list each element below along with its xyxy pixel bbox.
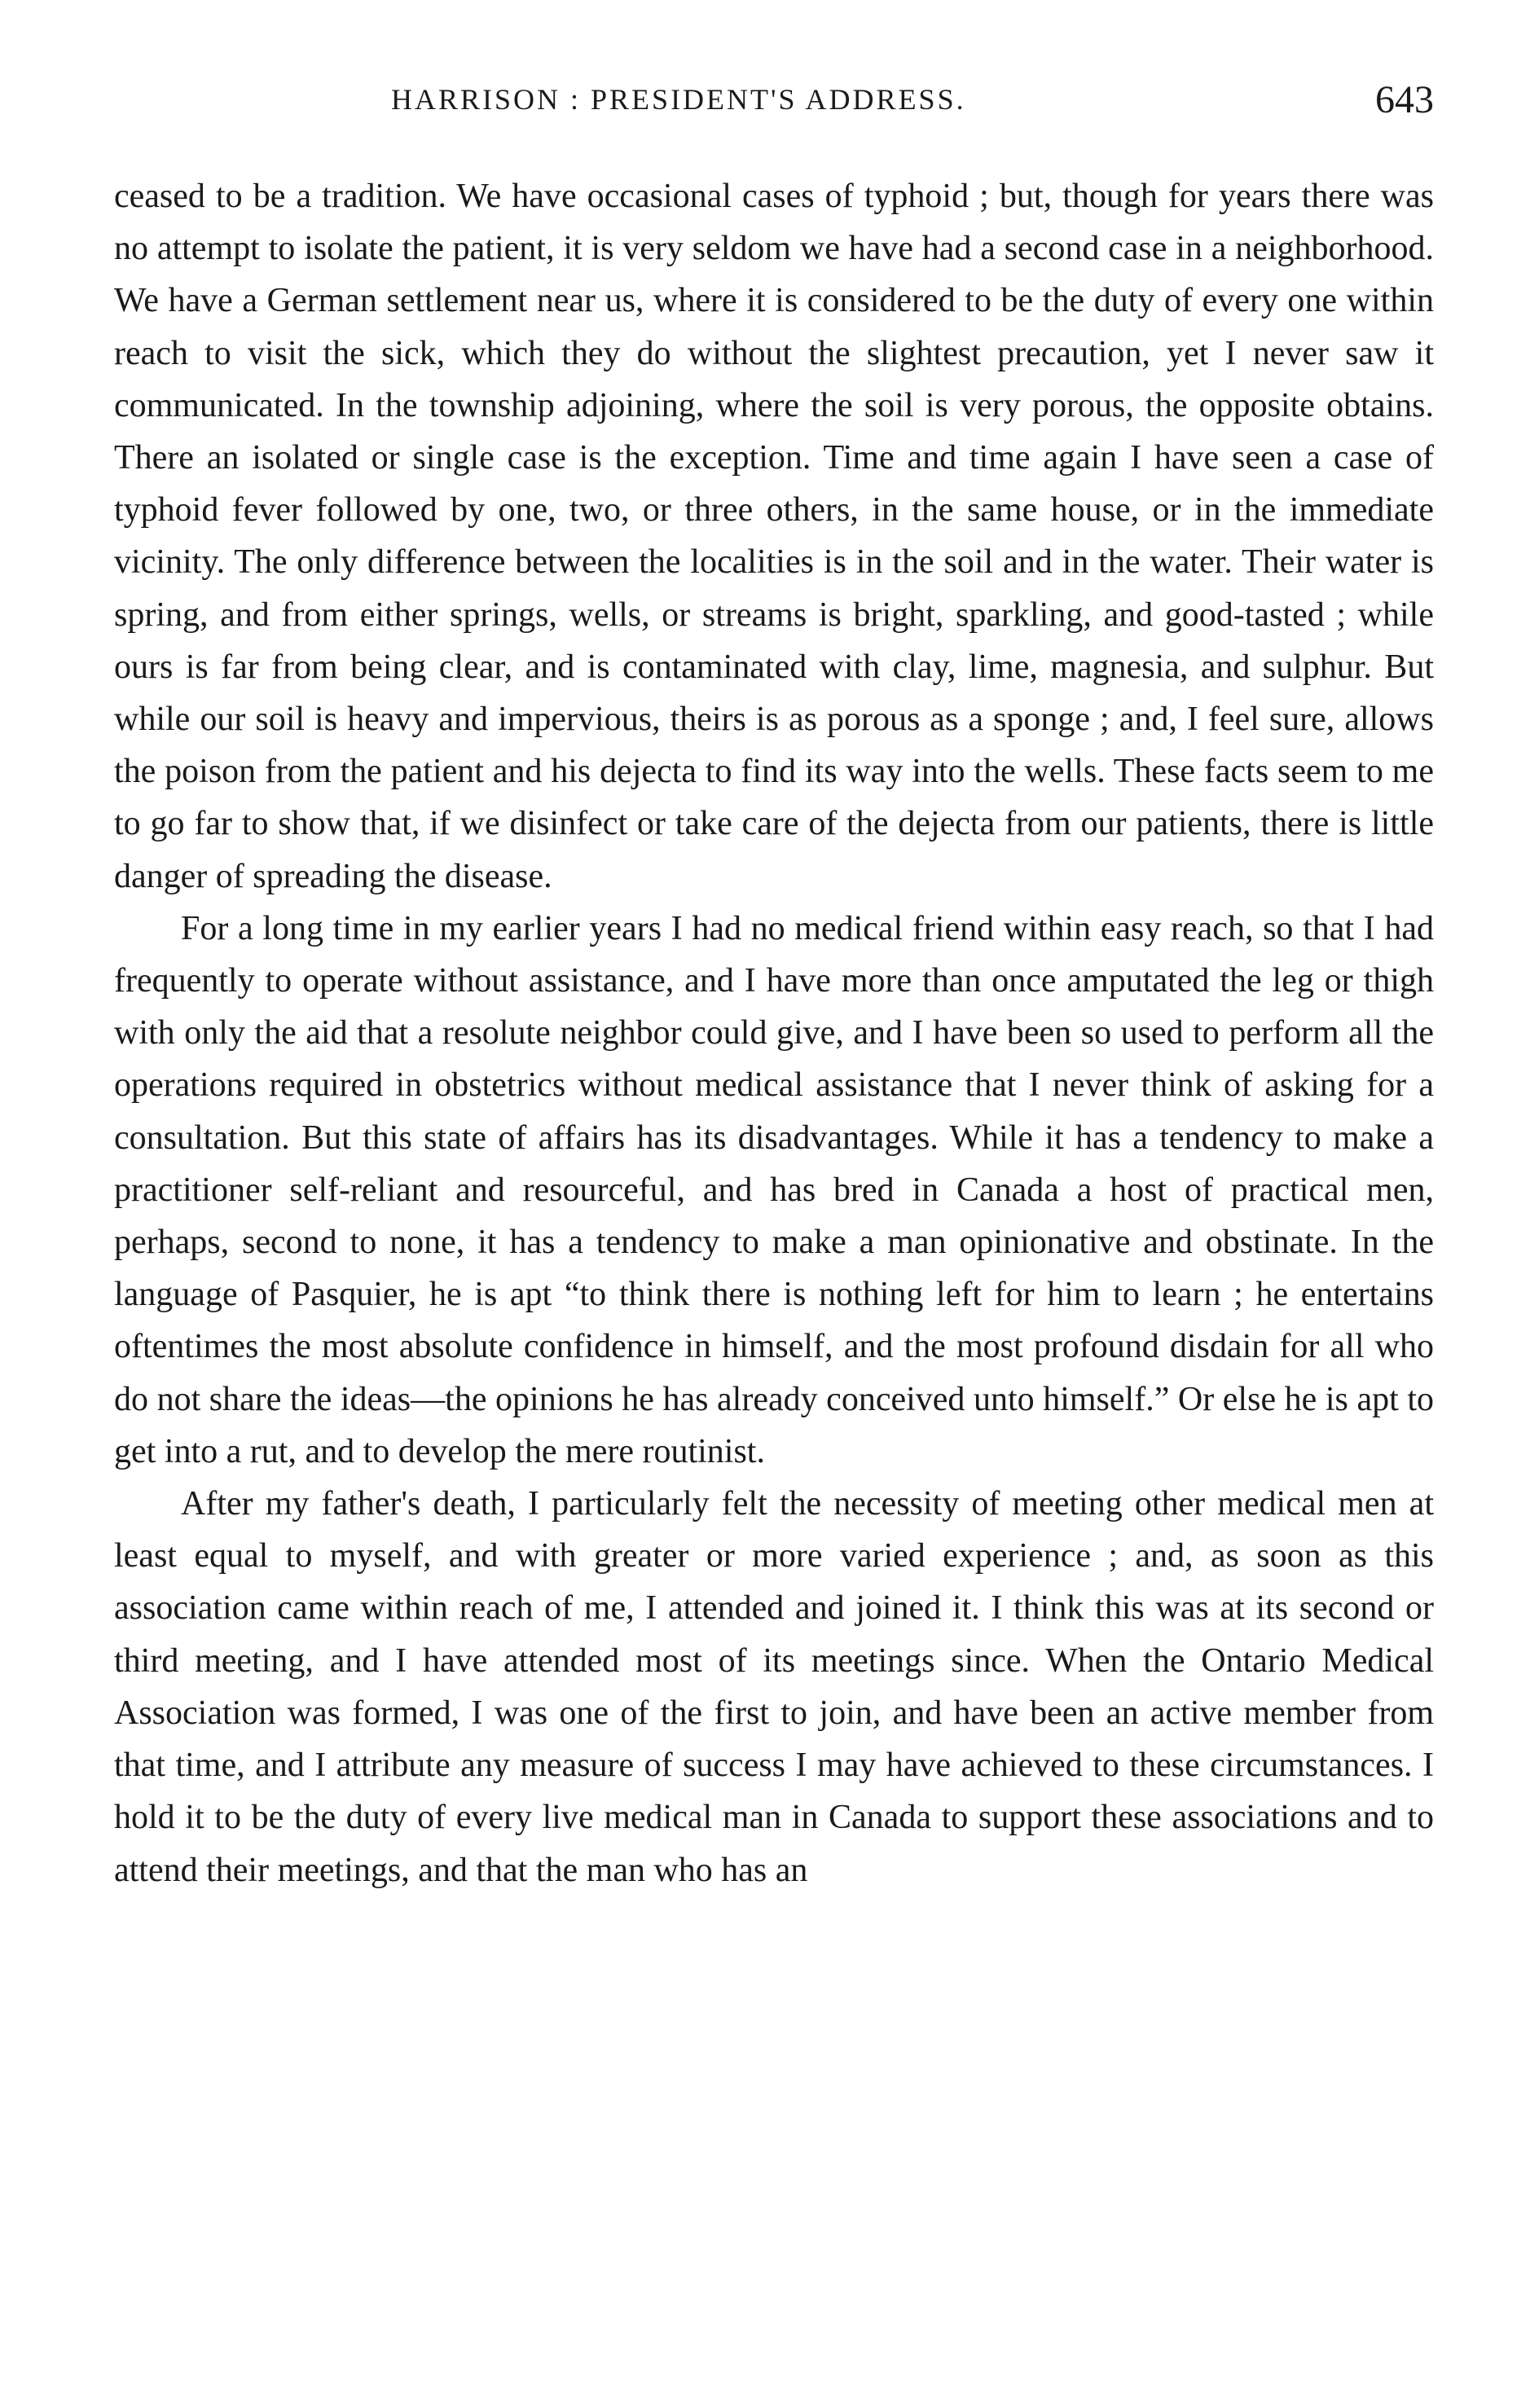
document-page [114, 77, 1434, 1896]
paragraph: After my father's death, I particularly felt the necessity of meeting other medical men at least equal to myself, and with greater or more varied experience ; and, as soon as this association came within reach of me, I attended and joined it. I think this was at its second or third meeting, and I have attended most of its meetings since. When the Ontario Medical Association was formed, I was one of the first to join, and have been an active member from that time, and I attribute any measure of success I may have achieved to these circumstances. I hold it to be the duty of every live medical man in Canada to support these associations and to attend their meetings, and that the man who has an [114, 1485, 1434, 1889]
paragraph: For a long time in my earlier years I had no medical friend within easy reach, so that I had frequently to operate without assistance, and I have more than once amputated the leg or thigh with only the aid that a resolute neighbor could give, and I have been so used to perform all the operations required in obstetrics without medical assistance that I never think of asking for a consultation. But this state of affairs has its disadvantages. While it has a tendency to make a practitioner self-reliant and resourceful, and has bred in Canada a host of practical men, perhaps, second to none, it has a tendency to make a man opinionative and obstinate. In the language of Pasquier, he is apt “to think there is nothing left for him to learn ; he entertains oftentimes the most absolute confidence in himself, and the most profound disdain for all who do not share the ideas—the opinions he has already conceived unto himself.” Or else he is apt to get into a rut, and to develop the mere routinist. [114, 909, 1434, 1470]
paragraph-continued: ceased to be a tradition. We have occasional cases of typhoid ; but, though for years there was no attempt to isolate the patient, it is very seldom we have had a second case in a neighborhood. We have a German settlement near us, where it is considered to be the duty of every one within reach to visit the sick, which they do without the slightest precaution, yet I never saw it communicated. In the township adjoining, where the soil is very porous, the opposite obtains. There an isolated or single case is the exception. Time and time again I have seen a case of typhoid fever followed by one, two, or three others, in the same house, or in the immediate vicinity. The only difference between the localities is in the soil and in the water. Their water is spring, and from either springs, wells, or streams is bright, sparkling, and good-tasted ; while ours is far from being clear, and is contaminated with clay, lime, magnesia, and sulphur. But while our soil is heavy and impervious, theirs is as porous as a sponge ; and, I feel sure, allows the poison from the patient and his dejecta to find its way into the wells. These facts seem to me to go far to show that, if we disinfect or take care of the dejecta from our patients, there is little danger of spreading the disease. [114, 178, 1434, 895]
body-text [114, 170, 1434, 1896]
running-head [114, 77, 1434, 134]
page-number: 643 [1375, 78, 1434, 121]
running-head-title: HARRISON : PRESIDENT'S ADDRESS. [391, 83, 966, 116]
